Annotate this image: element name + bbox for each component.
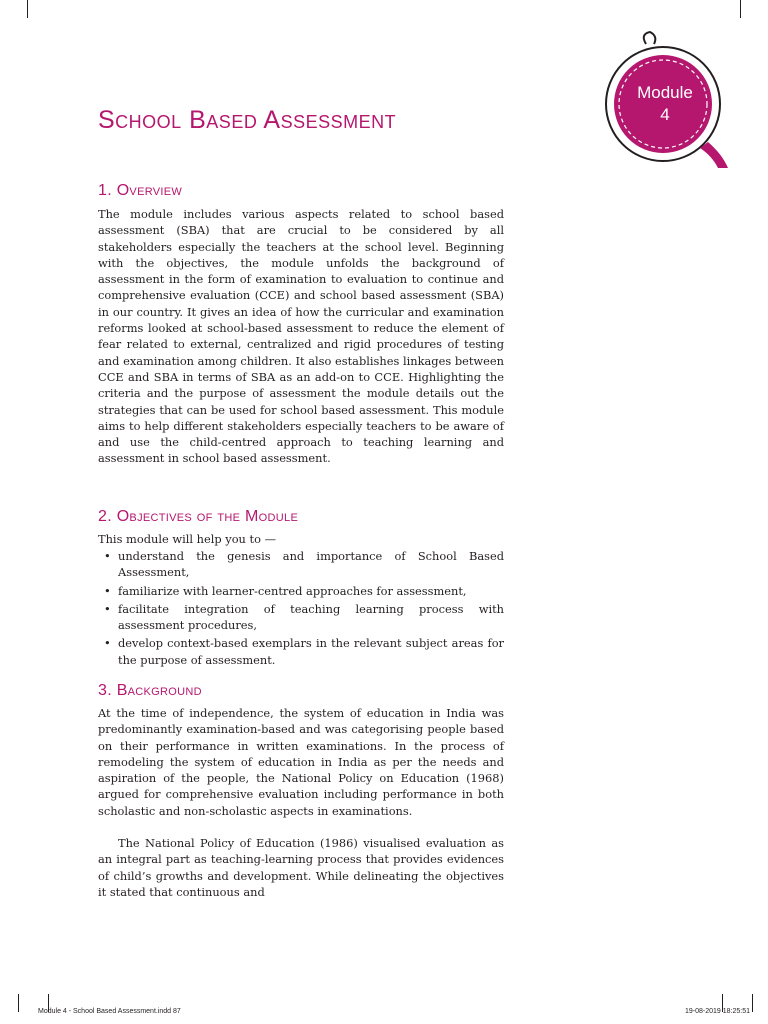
footer-timestamp: 19-08-2019 18:25:51 — [685, 1008, 750, 1015]
objectives-heading: 2. Objectives of the Module — [98, 508, 299, 525]
crop-mark-bottom-left — [18, 994, 19, 1012]
background-paragraph-1: At the time of independence, the system of education in India was predominantly examination-based and was categorising people based on their performance in written examinations. In the process of remodeling the system of education in India as per the needs and aspiration of the people, the National Policy on Education (1968) argued for comprehensive evaluation including performance in both scholastic and non-scholastic aspects in examinations. — [98, 706, 504, 818]
crop-mark-top-left — [27, 0, 28, 18]
page-title: School Based Assessment — [98, 106, 397, 134]
module-badge-label — [600, 82, 730, 126]
footer-filename: Module 4 - School Based Assessment.indd 87 — [38, 1008, 181, 1015]
objective-item: • familiarize with learner-centred approaches for assessment, — [98, 583, 504, 599]
objectives-list — [98, 548, 504, 670]
background-heading: 3. Background — [98, 682, 202, 699]
module-badge-word: Module — [637, 83, 693, 102]
overview-paragraph: The module includes various aspects related to school based assessment (SBA) that are crucial to be considered by all stakeholders especially the teachers at the school level. Beginning with the objectives, the module unfolds the background of assessment in the form of examination to evaluation to continue and comprehensive evaluation (CCE) and school based assessment (SBA) in our country. It gives an idea of how the curricular and examination reforms looked at school-based assessment to reduce the element of fear related to external, centralized and rigid procedures of testing and examination among children. It also establishes linkages between CCE and SBA in terms of SBA as an add-on to CCE. Highlighting the criteria and the purpose of assessment the module details out the strategies that can be used for school based assessment. This module aims to help different stakeholders especially teachers to be aware of and use the child-centred approach to teaching learning and assessment in school based assessment. — [98, 207, 504, 466]
module-badge — [600, 30, 730, 170]
overview-heading: 1. Overview — [98, 182, 183, 199]
module-badge-number: 4 — [660, 105, 670, 124]
crop-mark-bottom-right-2 — [752, 994, 753, 1012]
objectives-intro: This module will help you to — — [98, 532, 276, 546]
objective-item: • facilitate integration of teaching learning process with assessment procedures, — [98, 601, 504, 634]
background-paragraph-2: The National Policy of Education (1986) visualised evaluation as an integral part as teaching-learning process that provides evidences of child’s growths and development. While delineating the objectives it stated that continuous and — [98, 836, 504, 899]
objective-item: • understand the genesis and importance of School Based Assessment, — [98, 548, 504, 581]
crop-mark-top-right — [740, 0, 741, 18]
objective-item: • develop context-based exemplars in the relevant subject areas for the purpose of assessment. — [98, 635, 504, 668]
